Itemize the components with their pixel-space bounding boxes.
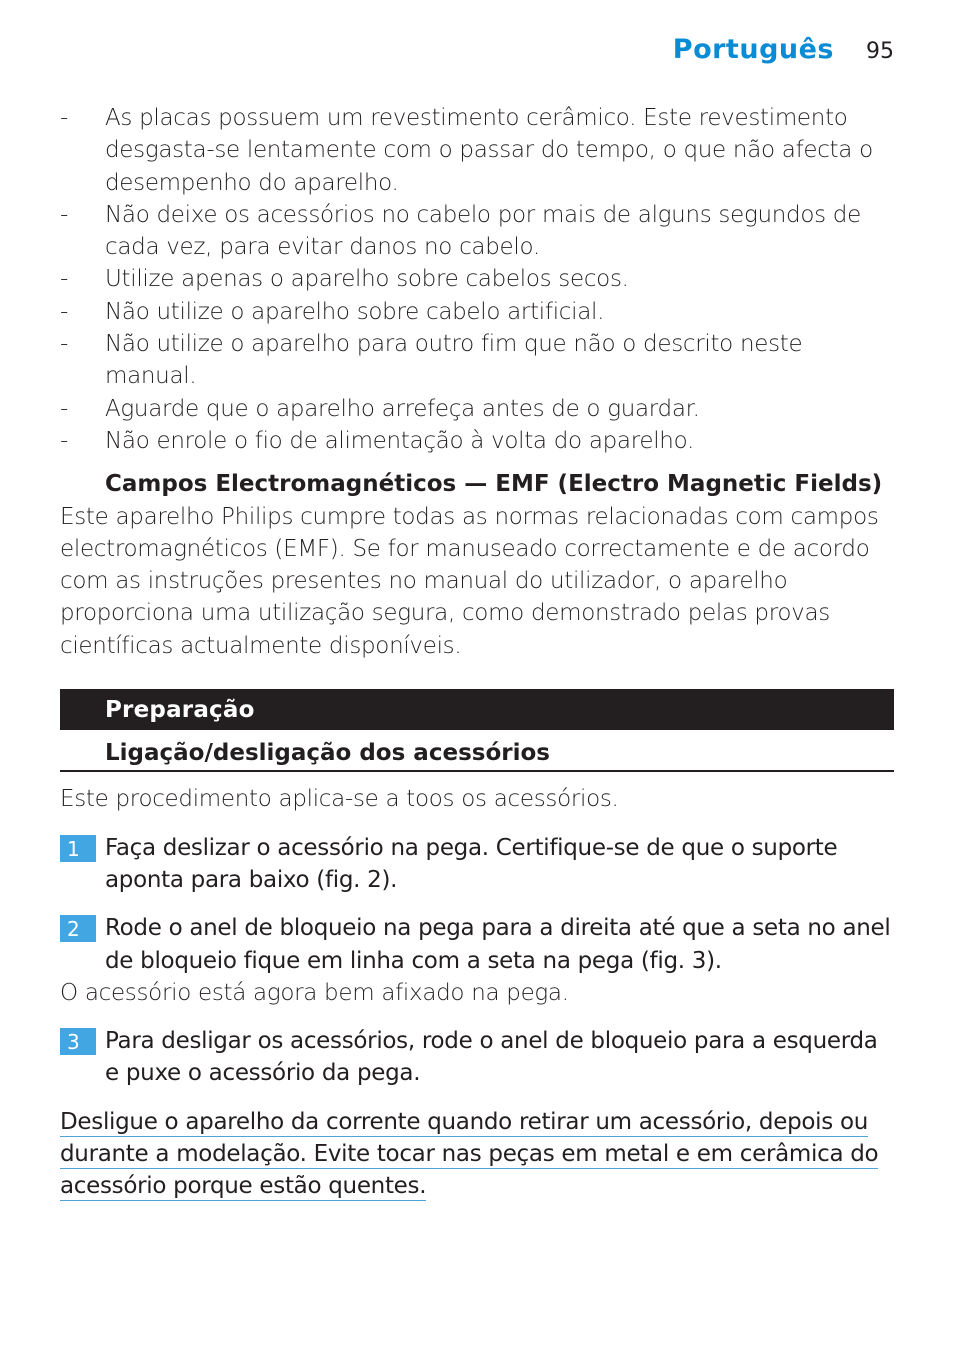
intro-paragraph: Este procedimento aplica-se a toos os acessórios. [60,786,619,813]
list-item: - Utilize apenas o aparelho sobre cabelos secos. [60,263,894,295]
bullet-dash: - [60,266,68,293]
emf-paragraph: Este aparelho Philips cumpre todas as normas relacionadas com campos electromagnéticos (EMF). Se for manuseado correctamente e de acordo com as instruções presentes no manual do utilizador, o aparelho proporciona uma utilização segura, como demonstrado pelas provas científicas actualmente disponíveis. [60,503,879,659]
language-label: Português [672,34,834,65]
step-3 [60,1025,894,1090]
step-1 [60,832,894,897]
step-number-badge: 1 [60,835,96,862]
list-item: - Não enrole o fio de alimentação à volta do aparelho. [60,425,894,457]
warning-text: Desligue o aparelho da corrente quando retirar um acessório, depois ou durante a modelação. Evite tocar nas peças em metal e em cerâmica do acessório porque estão quentes. [60,1108,879,1200]
step-text: Rode o anel de bloqueio na pega para a direita até que a seta no anel de bloqueio fique em linha com a seta na pega (fig. 3). [105,915,891,974]
bullet-dash: - [60,201,68,228]
bullet-dash: - [60,427,68,454]
step-2 [60,912,894,977]
list-item: - As placas possuem um revestimento cerâmico. Este revestimento desgasta-se lentamente com o passar do tempo, o que não afecta o desempenho do aparelho. [60,102,894,199]
list-item: - Não utilize o aparelho sobre cabelo artificial. [60,296,894,328]
page-number: 95 [866,39,894,64]
subheading-accessories: Ligação/desligação dos acessórios [60,737,894,772]
list-item: - Aguarde que o aparelho arrefeça antes de o guardar. [60,393,894,425]
page-header [673,34,894,65]
bullet-dash: - [60,395,68,422]
step-number-badge: 3 [60,1028,96,1055]
step-text: Faça deslizar o acessório na pega. Certifique-se de que o suporte aponta para baixo (fig. 2). [105,834,838,893]
bullet-dash: - [60,298,68,325]
bullet-dash: - [60,331,68,358]
emf-heading: Campos Electromagnéticos — EMF (Electro Magnetic Fields) [105,471,883,498]
precautions-list [60,102,894,457]
step-text: Para desligar os acessórios, rode o anel de bloqueio para a esquerda e puxe o acessório da pega. [105,1028,878,1087]
step-number-badge: 2 [60,915,96,942]
list-item: - Não utilize o aparelho para outro fim que não o descrito neste manual. [60,328,894,393]
bullet-dash: - [60,105,68,131]
list-item: - Não deixe os acessórios no cabelo por mais de alguns segundos de cada vez, para evitar danos no cabelo. [60,199,894,264]
section-title-preparacao: Preparação [60,689,894,730]
page-content [60,102,894,1226]
warning-note [60,1106,894,1203]
step-2-note: O acessório está agora bem afixado na pega. [60,979,569,1006]
